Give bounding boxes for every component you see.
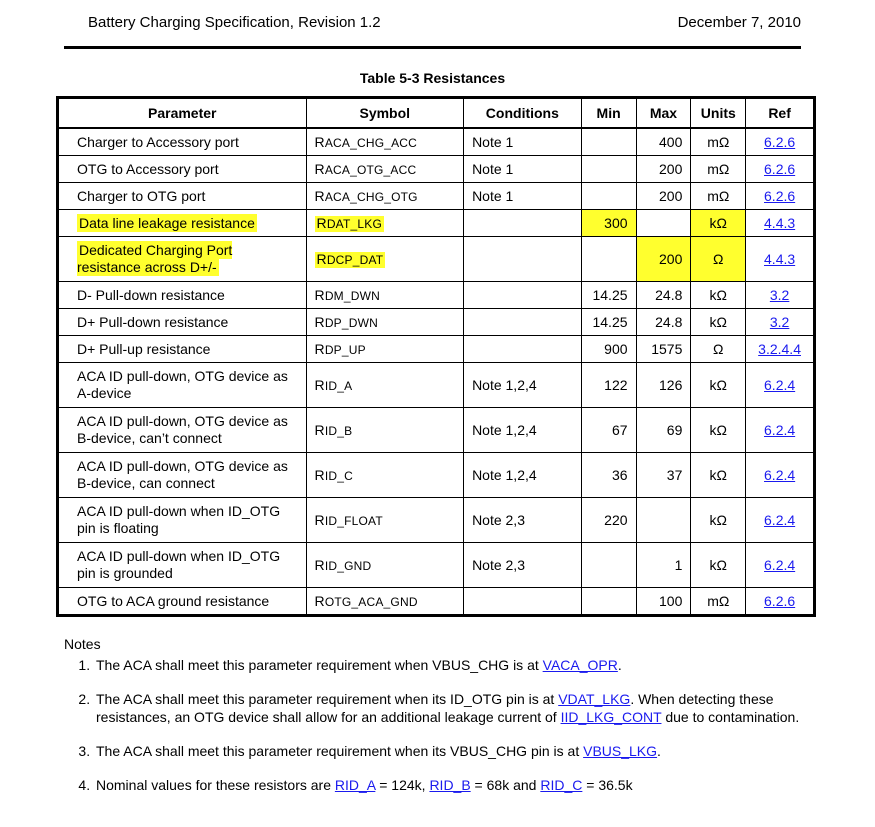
cell-conditions [464,336,582,363]
cell-max: 400 [636,128,691,156]
cell-units: kΩ [691,282,746,309]
cell-min: 36 [581,453,636,498]
cell-conditions [464,237,582,282]
cell-conditions: Note 1,2,4 [464,453,582,498]
cell-parameter: ACA ID pull-down, OTG device as B-device, can connect [58,453,307,498]
ref-link[interactable]: 6.2.4 [764,467,796,483]
cell-parameter: ACA ID pull-down when ID_OTG pin is grounded [58,543,307,588]
cell-max [636,210,691,237]
note-item: 2. The ACA shall meet this parameter requirement when its ID_OTG pin is at VDAT_LKG. When detecting these resistances, an OTG device shall allow for an additional leakage current of IID_LKG_CONT due to contamination. [94,690,824,726]
cell-max: 24.8 [636,309,691,336]
document-date: December 7, 2010 [677,14,801,31]
document-title: Battery Charging Specification, Revision 1.2 [88,14,381,31]
table-row [58,156,815,183]
cell-units: Ω [691,336,746,363]
cell-min: 300 [581,210,636,237]
cell-max: 200 [636,183,691,210]
cell-symbol: RID_A [306,363,464,408]
ref-link[interactable]: 6.2.4 [764,512,796,528]
table-row [58,336,815,363]
cell-conditions: Note 1,2,4 [464,363,582,408]
table-row [58,498,815,543]
note-link[interactable]: RID_B [429,777,471,793]
note-link[interactable]: RID_C [540,777,583,793]
cell-max: 126 [636,363,691,408]
cell-min [581,237,636,282]
cell-parameter: D+ Pull-down resistance [58,309,307,336]
ref-link[interactable]: 6.2.6 [764,188,796,204]
cell-ref [746,498,815,543]
cell-units: mΩ [691,128,746,156]
cell-ref [746,237,815,282]
cell-max: 1 [636,543,691,588]
cell-units: Ω [691,237,746,282]
table-row [58,588,815,616]
cell-ref [746,363,815,408]
cell-conditions: Note 1 [464,156,582,183]
cell-conditions: Note 2,3 [464,498,582,543]
column-header: Max [636,98,691,129]
cell-symbol: ROTG_ACA_GND [306,588,464,616]
cell-units: kΩ [691,309,746,336]
cell-symbol: RDAT_LKG [306,210,464,237]
note-item: 4. Nominal values for these resistors are RID_A = 124k, RID_B = 68k and RID_C = 36.5k [94,776,824,794]
cell-min: 220 [581,498,636,543]
page-header [64,0,801,49]
ref-link[interactable]: 3.2 [769,314,790,330]
cell-parameter: Charger to OTG port [58,183,307,210]
cell-ref [746,156,815,183]
cell-ref [746,183,815,210]
cell-conditions: Note 1,2,4 [464,408,582,453]
note-link[interactable]: VACA_OPR [542,657,618,673]
table-row [58,282,815,309]
resistances-table [56,96,816,617]
column-header: Conditions [464,98,582,129]
cell-symbol: RID_FLOAT [306,498,464,543]
table-caption: Table 5-3 Resistances [359,70,506,86]
column-header: Min [581,98,636,129]
cell-symbol: RDP_UP [306,336,464,363]
ref-link[interactable]: 6.2.4 [764,377,796,393]
table-row [58,309,815,336]
cell-max: 69 [636,408,691,453]
cell-parameter: ACA ID pull-down, OTG device as B-device, can’t connect [58,408,307,453]
ref-link[interactable]: 6.2.6 [764,161,796,177]
cell-units: mΩ [691,588,746,616]
table-row [58,210,815,237]
column-header: Symbol [306,98,464,129]
cell-conditions [464,282,582,309]
note-link[interactable]: RID_A [334,777,376,793]
cell-ref [746,336,815,363]
notes-section [64,636,824,810]
cell-units: kΩ [691,498,746,543]
cell-max: 100 [636,588,691,616]
cell-symbol: RACA_CHG_ACC [306,128,464,156]
cell-symbol: RDP_DWN [306,309,464,336]
cell-max: 200 [636,156,691,183]
column-header: Parameter [58,98,307,129]
table-row [58,363,815,408]
cell-min: 122 [581,363,636,408]
table-row [58,408,815,453]
column-header: Ref [746,98,815,129]
ref-link[interactable]: 3.2.4.4 [758,341,801,357]
table-row [58,453,815,498]
table-body [58,128,815,616]
cell-parameter: OTG to ACA ground resistance [58,588,307,616]
cell-min: 67 [581,408,636,453]
cell-conditions: Note 1 [464,183,582,210]
cell-max: 37 [636,453,691,498]
cell-conditions [464,588,582,616]
ref-link[interactable]: 6.2.6 [764,593,796,609]
note-link[interactable]: VBUS_LKG [583,743,658,759]
cell-min [581,588,636,616]
cell-max: 24.8 [636,282,691,309]
cell-conditions: Note 1 [464,128,582,156]
ref-link[interactable]: 6.2.4 [764,422,796,438]
ref-link[interactable]: 6.2.6 [764,134,796,150]
ref-link[interactable]: 4.4.3 [764,215,796,231]
cell-min: 14.25 [581,282,636,309]
cell-max [636,498,691,543]
cell-units: mΩ [691,183,746,210]
note-item: 3. The ACA shall meet this parameter requirement when its VBUS_CHG pin is at VBUS_LKG. [94,742,824,760]
cell-conditions: Note 2,3 [464,543,582,588]
ref-link[interactable]: 6.2.4 [764,557,796,573]
cell-parameter: D- Pull-down resistance [58,282,307,309]
cell-units: kΩ [691,408,746,453]
cell-ref [746,408,815,453]
cell-parameter: OTG to Accessory port [58,156,307,183]
cell-min [581,128,636,156]
cell-max: 1575 [636,336,691,363]
cell-max: 200 [636,237,691,282]
table-row [58,543,815,588]
cell-symbol: RACA_CHG_OTG [306,183,464,210]
cell-units: mΩ [691,156,746,183]
cell-ref [746,309,815,336]
cell-parameter: ACA ID pull-down, OTG device as A-device [58,363,307,408]
cell-min: 900 [581,336,636,363]
cell-min [581,156,636,183]
cell-ref [746,210,815,237]
cell-parameter: Charger to Accessory port [58,128,307,156]
cell-ref [746,543,815,588]
notes-title: Notes [64,636,101,652]
cell-conditions [464,210,582,237]
note-link[interactable]: VDAT_LKG [558,691,631,707]
cell-symbol: RDCP_DAT [306,237,464,282]
ref-link[interactable]: 4.4.3 [764,251,796,267]
cell-conditions [464,309,582,336]
cell-ref [746,282,815,309]
cell-parameter: Data line leakage resistance [58,210,307,237]
cell-symbol: RID_C [306,453,464,498]
table-row [58,183,815,210]
cell-parameter: ACA ID pull-down when ID_OTG pin is floating [58,498,307,543]
table-header-row [58,98,815,129]
cell-units: kΩ [691,543,746,588]
cell-min [581,183,636,210]
cell-units: kΩ [691,210,746,237]
note-link[interactable]: IID_LKG_CONT [560,709,662,725]
cell-symbol: RACA_OTG_ACC [306,156,464,183]
cell-units: kΩ [691,363,746,408]
cell-symbol: RDM_DWN [306,282,464,309]
ref-link[interactable]: 3.2 [769,287,790,303]
cell-parameter: D+ Pull-up resistance [58,336,307,363]
cell-min [581,543,636,588]
cell-ref [746,588,815,616]
cell-symbol: RID_GND [306,543,464,588]
table-row [58,128,815,156]
note-item: 1. The ACA shall meet this parameter requirement when VBUS_CHG is at VACA_OPR. [94,656,824,674]
column-header: Units [691,98,746,129]
cell-parameter: Dedicated Charging Port resistance across D+/- [58,237,307,282]
cell-symbol: RID_B [306,408,464,453]
cell-units: kΩ [691,453,746,498]
table-row [58,237,815,282]
cell-min: 14.25 [581,309,636,336]
cell-ref [746,128,815,156]
cell-ref [746,453,815,498]
